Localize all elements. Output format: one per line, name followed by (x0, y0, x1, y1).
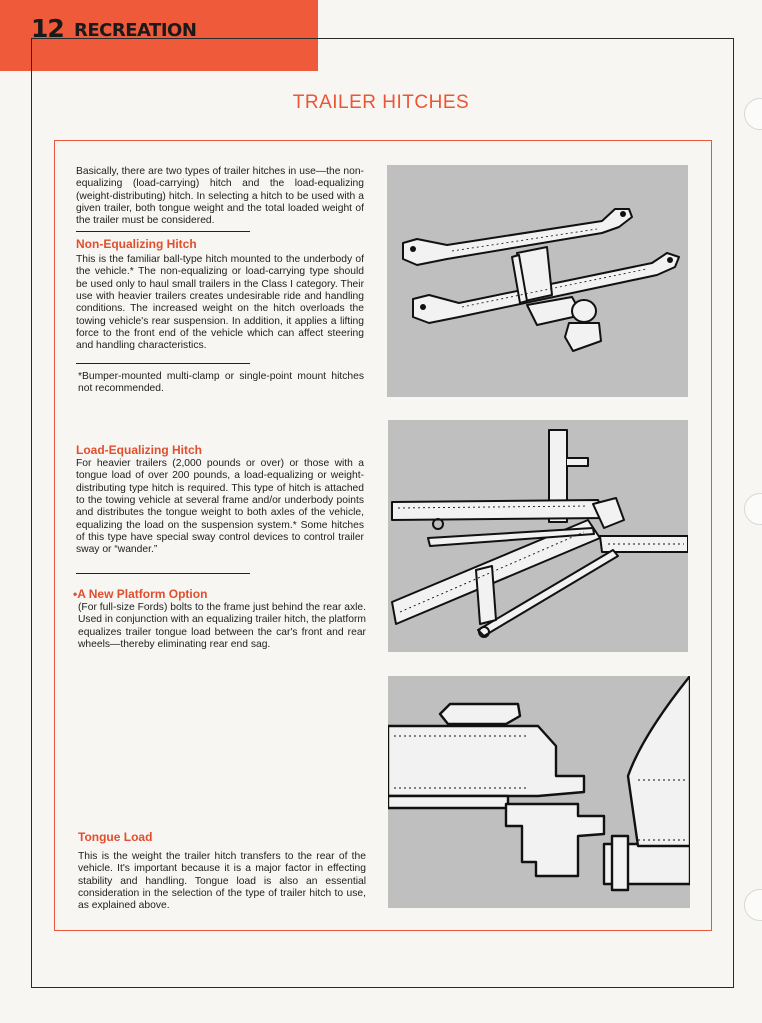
divider (76, 231, 250, 232)
section-name: RECREATION (74, 20, 197, 41)
intro-paragraph: Basically, there are two types of trailer hitches in use—the non-equalizing (load-carrying) hitch and the load-equalizing (weight-distributing) hitch. In selecting a hitch to be used with a given trailer, both tongue weight and the total loaded weight of the trailer must be considered. (76, 166, 364, 227)
tongue-load-illustration (388, 676, 690, 908)
platform-body: (For full-size Fords) bolts to the frame just behind the rear axle. Used in conjunction with an equalizing trailer hitch, the platform equalizes trailer tongue load between the car's front and rear wheels—thereby eliminating rear end sag. (78, 602, 366, 651)
divider (76, 363, 250, 364)
load-equalizing-hitch-illustration (388, 420, 688, 652)
binder-hole (744, 493, 762, 525)
page-number: 12 (31, 14, 64, 43)
tongue-load-body: This is the weight the trailer hitch transfers to the rear of the vehicle. It's important because it is a major factor in effecting stability and handling. Tongue load is also an essential consideration in the selection of the type of trailer hitch to use, as explained above. (78, 851, 366, 912)
load-equalizing-heading: Load-Equalizing Hitch (76, 443, 202, 457)
tongue-load-heading: Tongue Load (78, 830, 153, 844)
binder-hole (744, 889, 762, 921)
page-title: TRAILER HITCHES (292, 92, 470, 113)
non-equalizing-hitch-illustration (387, 165, 688, 397)
load-equalizing-body: For heavier trailers (2,000 pounds or over) or those with a tongue load of over 200 pounds, a load-equalizing or weight-distributing type hitch is required. This type of hitch is attached to the towing vehicle at several frame and/or underbody points and distributes the tongue weight to both axles of the vehicle, equalizing the load on the suspension system.* Some hitches of this type have special sway control devices to control trailer sway or “wander.” (76, 458, 364, 556)
non-equalizing-heading: Non-Equalizing Hitch (76, 237, 197, 251)
footnote: *Bumper-mounted multi-clamp or single-point mount hitches not recommended. (78, 371, 364, 395)
platform-heading: •A New Platform Option (73, 587, 208, 601)
non-equalizing-body: This is the familiar ball-type hitch mounted to the underbody of the vehicle.* The non-equalizing or load-carrying type should be used only to haul small trailers in the Class I category. Their use with heavier trailers creates undesirable ride and handling conditions. The increased weight on the hitch overloads the towing vehicle's rear suspension. In addition, it applies a lifting force to the front end of the vehicle which can affect steering and handling characteristics. (76, 254, 364, 352)
divider (76, 573, 250, 574)
